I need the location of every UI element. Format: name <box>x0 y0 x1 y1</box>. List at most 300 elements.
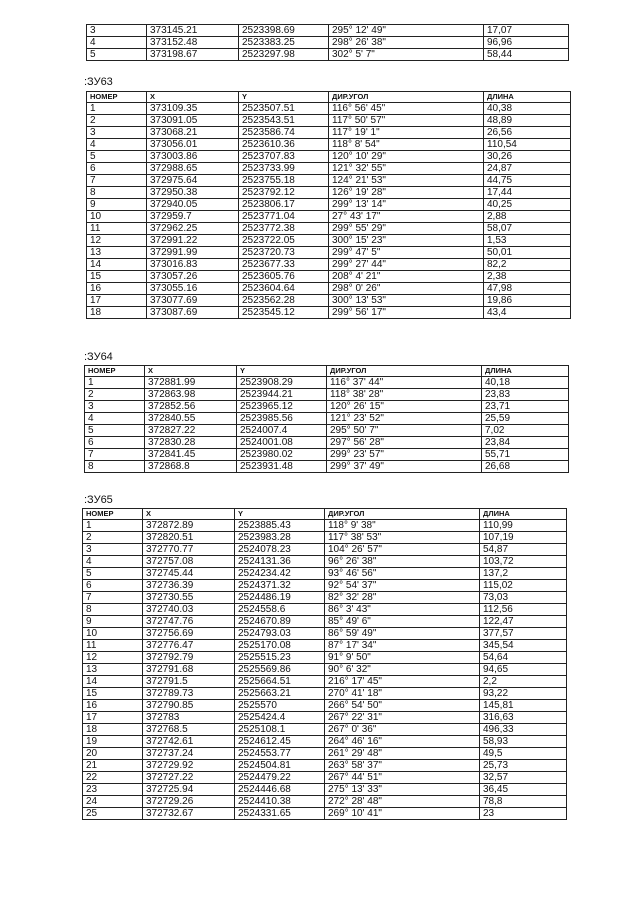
point-number-cell: 9 <box>87 199 147 211</box>
direction-angle-cell: 299° 47' 5" <box>329 247 484 259</box>
length-cell: 48,89 <box>484 115 571 127</box>
y-coordinate-cell: 2523908.29 <box>237 377 327 389</box>
table-row <box>83 556 567 568</box>
direction-angle-cell: 124° 21' 53" <box>329 175 484 187</box>
direction-angle-cell: 117° 38' 53" <box>325 532 480 544</box>
y-coordinate-cell: 2523806.17 <box>239 199 329 211</box>
x-coordinate-cell: 372791.5 <box>143 676 235 688</box>
point-number-cell: 1 <box>83 520 143 532</box>
y-coordinate-cell: 2523605.76 <box>239 271 329 283</box>
point-number-cell: 4 <box>85 413 145 425</box>
y-coordinate-cell: 2523885.43 <box>235 520 325 532</box>
length-cell: 17,44 <box>484 187 571 199</box>
x-coordinate-cell: 372820.51 <box>143 532 235 544</box>
table-row <box>83 784 567 796</box>
y-coordinate-cell: 2525424.4 <box>235 712 325 724</box>
x-coordinate-cell: 373003.86 <box>147 151 239 163</box>
x-coordinate-cell: 372975.64 <box>147 175 239 187</box>
direction-angle-cell: 261° 29' 48" <box>325 748 480 760</box>
length-cell: 36,45 <box>480 784 567 796</box>
point-number-cell: 15 <box>83 688 143 700</box>
table-row <box>83 796 567 808</box>
length-cell: 17,07 <box>484 25 569 37</box>
point-number-cell: 15 <box>87 271 147 283</box>
x-coordinate-cell: 373055.16 <box>147 283 239 295</box>
length-cell: 145,81 <box>480 700 567 712</box>
direction-angle-cell: 295° 12' 49" <box>329 25 484 37</box>
direction-angle-cell: 85° 49' 6" <box>325 616 480 628</box>
length-cell: 2,2 <box>480 676 567 688</box>
length-cell: 94,65 <box>480 664 567 676</box>
length-cell: 40,18 <box>482 377 569 389</box>
column-header: Y <box>237 366 327 377</box>
length-cell: 58,44 <box>484 49 569 61</box>
y-coordinate-cell: 2523543.51 <box>239 115 329 127</box>
direction-angle-cell: 86° 3' 43" <box>325 604 480 616</box>
length-cell: 82,2 <box>484 259 571 271</box>
column-header: X <box>143 509 235 520</box>
length-cell: 2,88 <box>484 211 571 223</box>
point-number-cell: 19 <box>83 736 143 748</box>
length-cell: 25,59 <box>482 413 569 425</box>
direction-angle-cell: 299° 37' 49" <box>327 461 482 473</box>
y-coordinate-cell: 2523604.64 <box>239 283 329 295</box>
table-row <box>85 437 569 449</box>
length-cell: 23,71 <box>482 401 569 413</box>
length-cell: 110,99 <box>480 520 567 532</box>
direction-angle-cell: 299° 23' 57" <box>327 449 482 461</box>
point-number-cell: 18 <box>83 724 143 736</box>
table-row <box>85 401 569 413</box>
point-number-cell: 1 <box>85 377 145 389</box>
direction-angle-cell: 121° 23' 52" <box>327 413 482 425</box>
y-coordinate-cell: 2524504.81 <box>235 760 325 772</box>
x-coordinate-cell: 372776.47 <box>143 640 235 652</box>
length-cell: 93,22 <box>480 688 567 700</box>
point-number-cell: 4 <box>87 139 147 151</box>
y-coordinate-cell: 2524479.22 <box>235 772 325 784</box>
length-cell: 110,54 <box>484 139 571 151</box>
direction-angle-cell: 92° 54' 37" <box>325 580 480 592</box>
y-coordinate-cell: 2525515.23 <box>235 652 325 664</box>
length-cell: 73,03 <box>480 592 567 604</box>
x-coordinate-cell: 372988.65 <box>147 163 239 175</box>
x-coordinate-cell: 372756.69 <box>143 628 235 640</box>
length-cell: 19,86 <box>484 295 571 307</box>
direction-angle-cell: 267° 0' 36" <box>325 724 480 736</box>
x-coordinate-cell: 372792.79 <box>143 652 235 664</box>
table-row <box>87 175 571 187</box>
point-number-cell: 3 <box>85 401 145 413</box>
x-coordinate-cell: 372940.05 <box>147 199 239 211</box>
x-coordinate-cell: 373145.21 <box>147 25 239 37</box>
table-row <box>83 676 567 688</box>
direction-angle-cell: 91° 9' 50" <box>325 652 480 664</box>
point-number-cell: 14 <box>83 676 143 688</box>
point-number-cell: 5 <box>87 151 147 163</box>
column-header: Y <box>235 509 325 520</box>
direction-angle-cell: 120° 10' 29" <box>329 151 484 163</box>
table-row <box>87 127 571 139</box>
table-row <box>87 295 571 307</box>
column-header: НОМЕР <box>83 509 143 520</box>
table-row <box>83 688 567 700</box>
point-number-cell: 4 <box>83 556 143 568</box>
y-coordinate-cell: 2524446.68 <box>235 784 325 796</box>
table-row <box>83 652 567 664</box>
direction-angle-cell: 264° 46' 16" <box>325 736 480 748</box>
y-coordinate-cell: 2524234.42 <box>235 568 325 580</box>
point-number-cell: 16 <box>87 283 147 295</box>
table-row <box>87 259 571 271</box>
direction-angle-cell: 116° 37' 44" <box>327 377 482 389</box>
direction-angle-cell: 86° 59' 49" <box>325 628 480 640</box>
table-row <box>83 772 567 784</box>
x-coordinate-cell: 372852.56 <box>145 401 237 413</box>
direction-angle-cell: 27° 43' 17" <box>329 211 484 223</box>
point-number-cell: 8 <box>87 187 147 199</box>
direction-angle-cell: 208° 4' 21" <box>329 271 484 283</box>
x-coordinate-cell: 372950.38 <box>147 187 239 199</box>
y-coordinate-cell: 2524486.19 <box>235 592 325 604</box>
direction-angle-cell: 272° 28' 48" <box>325 796 480 808</box>
length-cell: 55,71 <box>482 449 569 461</box>
direction-angle-cell: 117° 19' 1" <box>329 127 484 139</box>
y-coordinate-cell: 2523507.51 <box>239 103 329 115</box>
x-coordinate-cell: 372729.92 <box>143 760 235 772</box>
y-coordinate-cell: 2524001.08 <box>237 437 327 449</box>
length-cell: 58,93 <box>480 736 567 748</box>
table-row <box>85 461 569 473</box>
y-coordinate-cell: 2523931.48 <box>237 461 327 473</box>
x-coordinate-cell: 373087.69 <box>147 307 239 319</box>
x-coordinate-cell: 373056.01 <box>147 139 239 151</box>
length-cell: 316,63 <box>480 712 567 724</box>
direction-angle-cell: 270° 41' 18" <box>325 688 480 700</box>
x-coordinate-cell: 372790.85 <box>143 700 235 712</box>
direction-angle-cell: 104° 26' 57" <box>325 544 480 556</box>
table-row <box>87 271 571 283</box>
x-coordinate-cell: 373068.21 <box>147 127 239 139</box>
point-number-cell: 2 <box>85 389 145 401</box>
length-cell: 23,84 <box>482 437 569 449</box>
y-coordinate-cell: 2524007.4 <box>237 425 327 437</box>
table-header-row <box>83 509 567 520</box>
x-coordinate-cell: 372727.22 <box>143 772 235 784</box>
direction-angle-cell: 120° 26' 15" <box>327 401 482 413</box>
table-row <box>87 307 571 319</box>
table-row <box>87 49 569 61</box>
direction-angle-cell: 216° 17' 45" <box>325 676 480 688</box>
direction-angle-cell: 117° 50' 57" <box>329 115 484 127</box>
table-row <box>87 139 571 151</box>
length-cell: 44,75 <box>484 175 571 187</box>
direction-angle-cell: 299° 56' 17" <box>329 307 484 319</box>
direction-angle-cell: 118° 9' 38" <box>325 520 480 532</box>
y-coordinate-cell: 2523562.28 <box>239 295 329 307</box>
length-cell: 345,54 <box>480 640 567 652</box>
point-number-cell: 12 <box>83 652 143 664</box>
table-row <box>83 616 567 628</box>
length-cell: 377,57 <box>480 628 567 640</box>
point-number-cell: 13 <box>87 247 147 259</box>
direction-angle-cell: 121° 32' 55" <box>329 163 484 175</box>
y-coordinate-cell: 2523733.99 <box>239 163 329 175</box>
x-coordinate-cell: 373091.05 <box>147 115 239 127</box>
direction-angle-cell: 300° 15' 23" <box>329 235 484 247</box>
x-coordinate-cell: 373016.83 <box>147 259 239 271</box>
column-header: ДИР.УГОЛ <box>327 366 482 377</box>
x-coordinate-cell: 372736.39 <box>143 580 235 592</box>
table-row <box>83 640 567 652</box>
x-coordinate-cell: 372768.5 <box>143 724 235 736</box>
length-cell: 50,01 <box>484 247 571 259</box>
x-coordinate-cell: 372742.61 <box>143 736 235 748</box>
y-coordinate-cell: 2523586.74 <box>239 127 329 139</box>
y-coordinate-cell: 2523720.73 <box>239 247 329 259</box>
point-number-cell: 7 <box>87 175 147 187</box>
length-cell: 54,87 <box>480 544 567 556</box>
y-coordinate-cell: 2523398.69 <box>239 25 329 37</box>
y-coordinate-cell: 2523980.02 <box>237 449 327 461</box>
point-number-cell: 20 <box>83 748 143 760</box>
table-row <box>87 115 571 127</box>
column-header: Y <box>239 92 329 103</box>
column-header: ДЛИНА <box>482 366 569 377</box>
x-coordinate-cell: 372830.28 <box>145 437 237 449</box>
table-row <box>83 748 567 760</box>
y-coordinate-cell: 2524793.03 <box>235 628 325 640</box>
point-number-cell: 3 <box>87 25 147 37</box>
y-coordinate-cell: 2525570 <box>235 700 325 712</box>
length-cell: 58,07 <box>484 223 571 235</box>
coordinates-table-zu65 <box>82 508 567 820</box>
y-coordinate-cell: 2525569.86 <box>235 664 325 676</box>
y-coordinate-cell: 2523545.12 <box>239 307 329 319</box>
table-row <box>87 151 571 163</box>
length-cell: 103,72 <box>480 556 567 568</box>
y-coordinate-cell: 2523297.98 <box>239 49 329 61</box>
x-coordinate-cell: 373077.69 <box>147 295 239 307</box>
table-row <box>83 700 567 712</box>
length-cell: 115,02 <box>480 580 567 592</box>
table-row <box>85 377 569 389</box>
direction-angle-cell: 295° 50' 7" <box>327 425 482 437</box>
point-number-cell: 13 <box>83 664 143 676</box>
table-row <box>83 628 567 640</box>
x-coordinate-cell: 372863.98 <box>145 389 237 401</box>
point-number-cell: 2 <box>83 532 143 544</box>
x-coordinate-cell: 372841.45 <box>145 449 237 461</box>
table-row <box>87 103 571 115</box>
x-coordinate-cell: 372991.22 <box>147 235 239 247</box>
length-cell: 43,4 <box>484 307 571 319</box>
table-row <box>83 568 567 580</box>
coordinates-table-continued <box>86 24 569 61</box>
direction-angle-cell: 118° 38' 28" <box>327 389 482 401</box>
point-number-cell: 21 <box>83 760 143 772</box>
point-number-cell: 7 <box>83 592 143 604</box>
x-coordinate-cell: 372872.89 <box>143 520 235 532</box>
length-cell: 26,68 <box>482 461 569 473</box>
table-row <box>83 544 567 556</box>
y-coordinate-cell: 2524078.23 <box>235 544 325 556</box>
x-coordinate-cell: 372991.99 <box>147 247 239 259</box>
table-row <box>87 25 569 37</box>
length-cell: 40,25 <box>484 199 571 211</box>
direction-angle-cell: 269° 10' 41" <box>325 808 480 820</box>
section-title-zu63: :ЗУ63 <box>84 76 113 88</box>
column-header: ДИР.УГОЛ <box>329 92 484 103</box>
x-coordinate-cell: 372729.26 <box>143 796 235 808</box>
direction-angle-cell: 300° 13' 53" <box>329 295 484 307</box>
direction-angle-cell: 263° 58' 37" <box>325 760 480 772</box>
y-coordinate-cell: 2525170.08 <box>235 640 325 652</box>
length-cell: 122,47 <box>480 616 567 628</box>
table-header-row <box>87 92 571 103</box>
point-number-cell: 1 <box>87 103 147 115</box>
length-cell: 112,56 <box>480 604 567 616</box>
direction-angle-cell: 82° 32' 28" <box>325 592 480 604</box>
y-coordinate-cell: 2523707.83 <box>239 151 329 163</box>
point-number-cell: 25 <box>83 808 143 820</box>
column-header: ДИР.УГОЛ <box>325 509 480 520</box>
table-row <box>87 187 571 199</box>
direction-angle-cell: 267° 44' 51" <box>325 772 480 784</box>
y-coordinate-cell: 2524371.32 <box>235 580 325 592</box>
point-number-cell: 11 <box>83 640 143 652</box>
point-number-cell: 6 <box>83 580 143 592</box>
x-coordinate-cell: 373057.26 <box>147 271 239 283</box>
length-cell: 2,38 <box>484 271 571 283</box>
y-coordinate-cell: 2523771.04 <box>239 211 329 223</box>
y-coordinate-cell: 2524131.36 <box>235 556 325 568</box>
table-row <box>83 604 567 616</box>
table-row <box>85 413 569 425</box>
table-row <box>87 199 571 211</box>
y-coordinate-cell: 2523985.56 <box>237 413 327 425</box>
point-number-cell: 2 <box>87 115 147 127</box>
point-number-cell: 6 <box>85 437 145 449</box>
direction-angle-cell: 93° 46' 56" <box>325 568 480 580</box>
direction-angle-cell: 96° 26' 38" <box>325 556 480 568</box>
x-coordinate-cell: 372745.44 <box>143 568 235 580</box>
length-cell: 1,53 <box>484 235 571 247</box>
x-coordinate-cell: 372791.68 <box>143 664 235 676</box>
point-number-cell: 18 <box>87 307 147 319</box>
length-cell: 54,64 <box>480 652 567 664</box>
length-cell: 47,98 <box>484 283 571 295</box>
length-cell: 78,8 <box>480 796 567 808</box>
point-number-cell: 5 <box>87 49 147 61</box>
direction-angle-cell: 267° 22' 31" <box>325 712 480 724</box>
point-number-cell: 17 <box>87 295 147 307</box>
length-cell: 23,83 <box>482 389 569 401</box>
point-number-cell: 8 <box>85 461 145 473</box>
point-number-cell: 6 <box>87 163 147 175</box>
column-header: НОМЕР <box>87 92 147 103</box>
x-coordinate-cell: 372962.25 <box>147 223 239 235</box>
section-title-zu64: :ЗУ64 <box>84 351 113 363</box>
y-coordinate-cell: 2524612.45 <box>235 736 325 748</box>
direction-angle-cell: 299° 27' 44" <box>329 259 484 271</box>
x-coordinate-cell: 372740.03 <box>143 604 235 616</box>
y-coordinate-cell: 2524331.65 <box>235 808 325 820</box>
direction-angle-cell: 118° 8' 54" <box>329 139 484 151</box>
table-row <box>83 724 567 736</box>
point-number-cell: 17 <box>83 712 143 724</box>
section-title-zu65: :ЗУ65 <box>84 494 113 506</box>
x-coordinate-cell: 372730.55 <box>143 592 235 604</box>
x-coordinate-cell: 372827.22 <box>145 425 237 437</box>
point-number-cell: 5 <box>85 425 145 437</box>
length-cell: 496,33 <box>480 724 567 736</box>
y-coordinate-cell: 2524670.89 <box>235 616 325 628</box>
y-coordinate-cell: 2524558.6 <box>235 604 325 616</box>
direction-angle-cell: 299° 55' 29" <box>329 223 484 235</box>
direction-angle-cell: 299° 13' 14" <box>329 199 484 211</box>
direction-angle-cell: 275° 13' 33" <box>325 784 480 796</box>
y-coordinate-cell: 2525108.1 <box>235 724 325 736</box>
point-number-cell: 8 <box>83 604 143 616</box>
length-cell: 25,73 <box>480 760 567 772</box>
y-coordinate-cell: 2523383.25 <box>239 37 329 49</box>
table-row <box>87 211 571 223</box>
y-coordinate-cell: 2523755.18 <box>239 175 329 187</box>
table-row <box>87 283 571 295</box>
point-number-cell: 16 <box>83 700 143 712</box>
point-number-cell: 3 <box>87 127 147 139</box>
coordinates-table-zu63 <box>86 91 571 319</box>
column-header: НОМЕР <box>85 366 145 377</box>
table-row <box>87 163 571 175</box>
column-header: ДЛИНА <box>480 509 567 520</box>
table-row <box>87 223 571 235</box>
y-coordinate-cell: 2525663.21 <box>235 688 325 700</box>
table-row <box>83 580 567 592</box>
x-coordinate-cell: 372783 <box>143 712 235 724</box>
y-coordinate-cell: 2523610.36 <box>239 139 329 151</box>
direction-angle-cell: 266° 54' 50" <box>325 700 480 712</box>
x-coordinate-cell: 372881.99 <box>145 377 237 389</box>
y-coordinate-cell: 2523792.12 <box>239 187 329 199</box>
table-row <box>83 664 567 676</box>
point-number-cell: 5 <box>83 568 143 580</box>
direction-angle-cell: 116° 56' 45" <box>329 103 484 115</box>
length-cell: 40,38 <box>484 103 571 115</box>
y-coordinate-cell: 2523944.21 <box>237 389 327 401</box>
x-coordinate-cell: 372868.8 <box>145 461 237 473</box>
column-header: X <box>147 92 239 103</box>
y-coordinate-cell: 2523677.33 <box>239 259 329 271</box>
direction-angle-cell: 302° 5' 7" <box>329 49 484 61</box>
table-row <box>87 247 571 259</box>
direction-angle-cell: 298° 0' 26" <box>329 283 484 295</box>
y-coordinate-cell: 2524553.77 <box>235 748 325 760</box>
x-coordinate-cell: 373109.35 <box>147 103 239 115</box>
point-number-cell: 9 <box>83 616 143 628</box>
direction-angle-cell: 298° 26' 38" <box>329 37 484 49</box>
x-coordinate-cell: 372747.76 <box>143 616 235 628</box>
direction-angle-cell: 126° 19' 28" <box>329 187 484 199</box>
point-number-cell: 4 <box>87 37 147 49</box>
x-coordinate-cell: 372959.7 <box>147 211 239 223</box>
y-coordinate-cell: 2523965.12 <box>237 401 327 413</box>
length-cell: 23 <box>480 808 567 820</box>
x-coordinate-cell: 372789.73 <box>143 688 235 700</box>
direction-angle-cell: 87° 17' 34" <box>325 640 480 652</box>
point-number-cell: 3 <box>83 544 143 556</box>
